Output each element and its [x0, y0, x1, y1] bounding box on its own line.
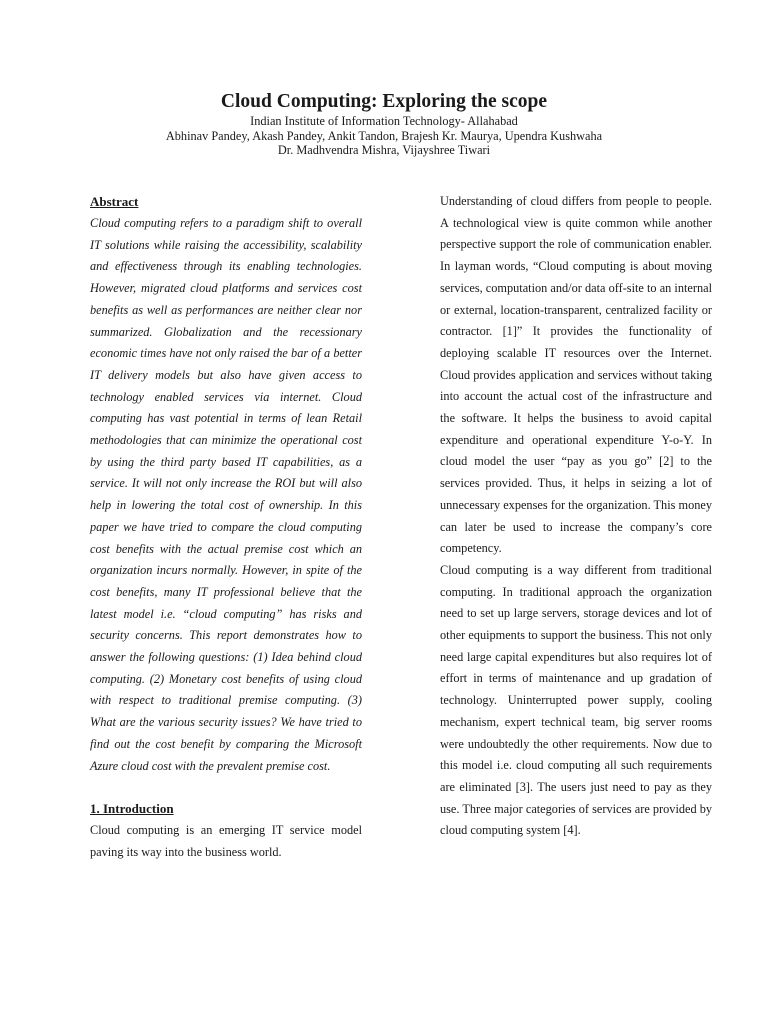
introduction-text-continued: Understanding of cloud differs from people to people. A technological view is quite common while another perspective support the role of communication enabler. In layman words, “Cloud computing is about moving services, computation and/or data off-site to an internal or external, location-transparent, centralized facility or contractor. [1]” It provides the functionality of deploying scalable IT resources over the Internet. Cloud provides application and services without taking into account the actual cost of the infrastructure and the software. It helps the business to avoid capital expenditure and operational expenditure Y-o-Y. In cloud model the user “pay as you go” [2] to the services provided. Thus, it helps in seizing a lot of unnecessary expenses for the organization. This money can later be used to increase the company’s core competency.	[440, 194, 712, 556]
right-column	[440, 191, 712, 842]
abstract-heading: Abstract	[90, 194, 139, 209]
introduction-text-start: Cloud computing is an emerging IT service model paving its way into the business world.	[90, 823, 362, 859]
introduction-paragraph-2: Cloud computing is a way different from traditional computing. In traditional approach the organization need to set up large servers, storage devices and lot of other equipments to support the business. This not only need large capital expenditures but also requires lot of effort in terms of maintenance and up gradation of technology. Uninterrupted power supply, cooling mechanism, expert technical team, big server rooms were undoubtedly the other requirements. Now due to this model i.e. cloud computing all such requirements are eliminated [3]. The users just need to pay as they use. Three major categories of services are provided by cloud computing system [4].	[440, 562, 712, 838]
paper-header	[0, 90, 768, 158]
left-column	[90, 191, 362, 864]
introduction-heading: 1. Introduction	[90, 801, 174, 817]
authors-line-1: Abhinav Pandey, Akash Pandey, Ankit Tandon, Brajesh Kr. Maurya, Upendra Kushwaha	[165, 128, 603, 143]
authors-line-2: Dr. Madhvendra Mishra, Vijayshree Tiwari	[277, 143, 491, 157]
abstract-text: Cloud computing refers to a paradigm shift to overall IT solutions while raising the accessibility, scalability and effectiveness through its enabling technologies. However, migrated cloud platforms and services cost benefits as well as performances are neither clear nor summarized. Globalization and the recessionary economic times have not only raised the bar of a better IT delivery models but also have given access to technology enabled services via internet. Cloud computing has vast potential in terms of lean Retail methodologies that can minimize the operational cost by using the third party based IT capabilities, as a service. It will not only increase the ROI but will also help in lowering the total cost of ownership. In this paper we have tried to compare the cloud computing cost benefits with the actual premise cost which an organization incurs normally. However, in spite of the cost benefits, many IT professional believe that the latest model i.e. “cloud computing” has risks and security concerns. This report demonstrates how to answer the following questions: (1) Idea behind cloud computing. (2) Monetary cost benefits of using cloud with respect to traditional premise computing. (3) What are the various security issues? We have tried to find out the cost benefit by comparing the Microsoft Azure cloud cost with the prevalent premise cost.	[90, 216, 362, 773]
paper-title: Cloud Computing: Exploring the scope	[220, 91, 548, 112]
affiliation: Indian Institute of Information Technology- Allahabad	[250, 114, 518, 128]
